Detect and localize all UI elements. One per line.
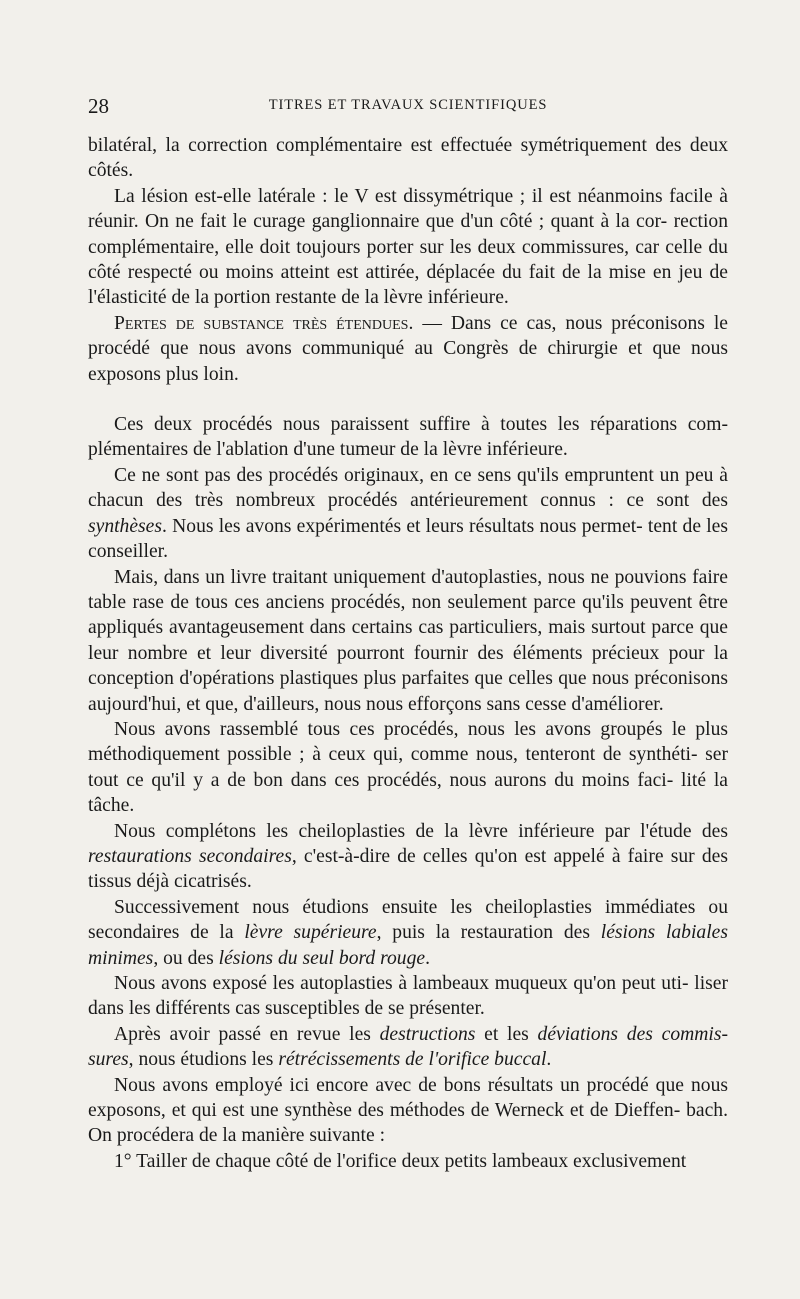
text-line: éléments précieux pour la conception d'opérations plastiques plus parfaites: [88, 642, 729, 690]
text-line: liser dans les différents cas susceptibles de se présenter.: [88, 973, 728, 1020]
page-number: 28: [88, 94, 109, 118]
paragraph: [88, 717, 728, 819]
text-line: Ce ne sont pas des procédés originaux, en ce sens qu'ils empruntent un: [114, 464, 680, 486]
text-line: .: [425, 947, 430, 969]
text-line: méthodiquement possible ; à ceux qui, comme nous, tenteront de synthéti-: [88, 744, 698, 766]
text-line: des: [701, 490, 728, 512]
paragraph: [88, 895, 728, 971]
paragraph: [88, 412, 728, 463]
text-line: et les: [475, 1023, 538, 1045]
italic-text: lèvre supérieure: [244, 922, 377, 944]
text-line: peu à chacun des très nombreux procédés antérieurement connus : ce sont: [88, 464, 728, 512]
italic-text: rétrécissements de l'orifice buccal: [278, 1049, 547, 1071]
text-line: 1° Tailler de chaque côté de l'orifice deux petits lambeaux exclusivement: [114, 1150, 687, 1172]
text-line: — Dans ce cas, nous préconisons le: [413, 312, 729, 334]
text-line: , c'est-à-dire de celles qu'on est appelé à faire sur: [291, 845, 695, 867]
italic-text: lésions labiales: [600, 922, 728, 944]
paragraph: [88, 184, 728, 311]
text-line: efforçons sans cesse d'améliorer.: [407, 693, 664, 715]
italic-text: synthèses: [88, 515, 163, 537]
text-line: . Nous les avons expérimentés et leurs résultats nous permet-: [162, 515, 643, 537]
italic-text: minimes: [88, 947, 154, 969]
text-line: exposons plus loin.: [88, 363, 239, 385]
text-line: La lésion est-elle latérale : le V est dissymétrique ; il est néanmoins facile: [114, 185, 713, 207]
italic-text: sures: [88, 1049, 129, 1071]
italic-text: restaurations secondaires: [88, 845, 292, 867]
text-line: bach. On procédera de la manière suivante :: [88, 1100, 728, 1147]
text-line: deux côtés.: [88, 135, 728, 182]
text-line: Mais, dans un livre traitant uniquement d'autoplasties, nous ne pouvions: [114, 566, 687, 588]
text-line: plémentaires de l'ablation d'une tumeur de la lèvre inférieure.: [88, 439, 568, 461]
paragraph: [88, 463, 728, 565]
text-line: car celle du côté respecté ou moins atteint est attirée, déplacée du fait de la: [88, 236, 728, 284]
italic-text: déviations des commis-: [537, 1023, 729, 1045]
paragraph: [88, 1022, 728, 1073]
paragraph: [88, 565, 728, 717]
page-header: [88, 94, 728, 118]
text-line: exposons, et qui est une synthèse des méthodes de Werneck et de Dieffen-: [88, 1100, 681, 1122]
text-line: Ces deux procédés nous paraissent suffire à toutes les réparations com-: [114, 414, 728, 436]
text-line: Nous avons employé ici encore avec de bons résultats un procédé que nous: [114, 1074, 728, 1096]
italic-text: destructions: [379, 1023, 476, 1045]
italic-text: lésions du seul bord rouge: [218, 947, 426, 969]
text-line: procédé que nous avons communiqué au Congrès de chirurgie et que nous: [88, 338, 728, 360]
text-line: tent de les conseiller.: [88, 515, 729, 563]
text-line: Après avoir passé en revue les: [114, 1023, 380, 1045]
text-line: , nous étudions les: [128, 1049, 279, 1071]
text-line: , ou des: [153, 947, 219, 969]
text-line: , puis la restauration des: [376, 922, 601, 944]
text-line: rection complémentaire, elle doit toujours porter sur les deux commissures,: [88, 211, 728, 258]
text-line: mise en jeu de l'élasticité de la portion restante de la lèvre inférieure.: [88, 262, 728, 309]
text-line: bilatéral, la correction complémentaire est effectuée symétriquement des: [88, 135, 682, 156]
paragraph: [88, 1149, 728, 1174]
body-text: [88, 133, 728, 1174]
text-line: Successivement nous étudions ensuite les cheiloplasties immédiates ou: [114, 896, 728, 918]
text-line: Nous complétons les cheiloplasties de la lèvre inférieure par l'étude des: [114, 820, 728, 842]
text-line: lité la tâche.: [88, 769, 728, 817]
running-title: TITRES ET TRAVAUX SCIENTIFIQUES: [268, 97, 548, 113]
paragraph: [88, 311, 728, 387]
text-line: .: [546, 1049, 552, 1071]
section-heading: Pertes de substance très étendues.: [114, 312, 414, 334]
text-line: à réunir. On ne fait le curage ganglionnaire que d'un côté ; quant à la cor-: [88, 185, 728, 233]
text-line: que celles que nous préconisons aujourd'hui, et que, d'ailleurs, nous nous: [88, 668, 729, 715]
text-line: Nous avons exposé les autoplasties à lambeaux muqueux qu'on peut uti-: [114, 973, 689, 994]
text-line: faire table rase de tous ces anciens procédés, non seulement parce qu'ils: [88, 566, 728, 613]
paragraph: [88, 971, 728, 1022]
text-line: secondaires de la: [88, 922, 245, 944]
text-line: Nous avons rassemblé tous ces procédés, nous les avons groupés le plus: [114, 718, 728, 740]
text-line: des tissus déjà cicatrisés.: [88, 845, 728, 893]
paragraph: [88, 1073, 728, 1149]
paragraph: [88, 819, 728, 895]
text-line: mais surtout parce que leur nombre et leur diversité pourront fournir des: [88, 617, 728, 664]
text-line: peuvent être appliqués avantageusement dans certains cas particuliers,: [88, 591, 728, 639]
text-line: ser tout ce qu'il y a de bon dans ces procédés, nous aurons du moins faci-: [88, 744, 728, 791]
paragraph: [88, 133, 728, 184]
